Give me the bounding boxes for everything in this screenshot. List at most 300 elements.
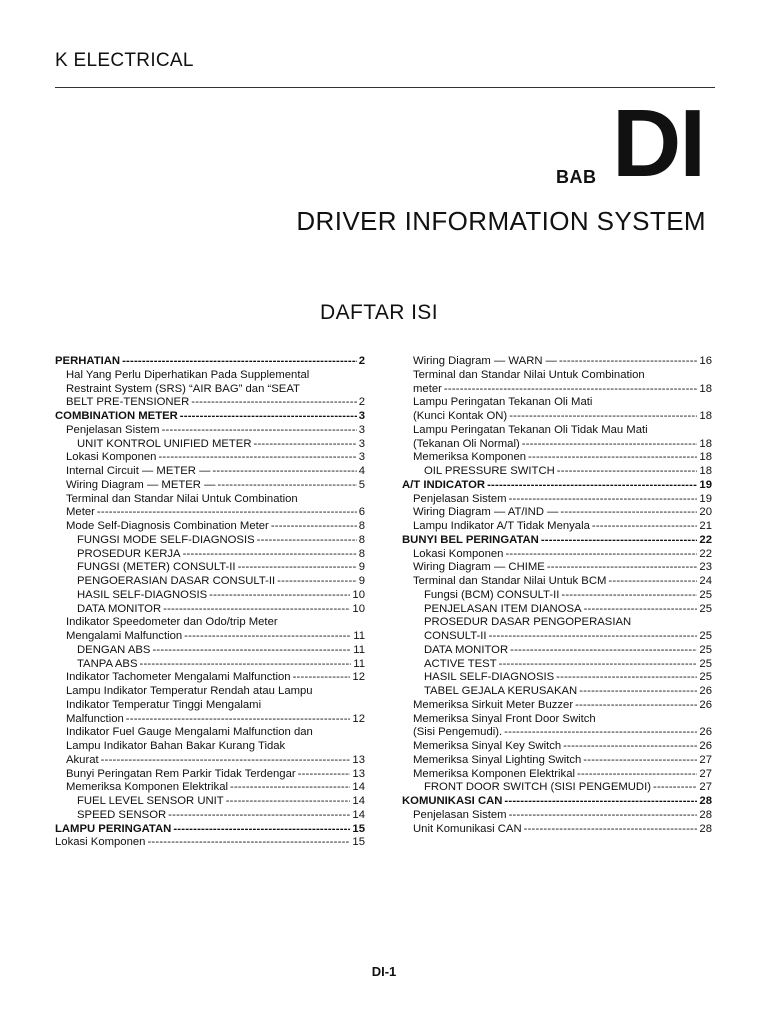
toc-entry[interactable] bbox=[402, 768, 712, 782]
dot-leader bbox=[592, 520, 698, 534]
dot-leader bbox=[226, 795, 351, 809]
toc-entry[interactable] bbox=[55, 836, 365, 850]
toc-entry[interactable] bbox=[402, 685, 712, 699]
toc-entry-line bbox=[402, 479, 712, 493]
toc-entry-text: Mode Self-Diagnosis Combination Meter bbox=[66, 520, 269, 532]
page-number: DI-1 bbox=[371, 964, 397, 979]
toc-entry-text: Bunyi Peringatan Rem Parkir Tidak Terdengar bbox=[66, 767, 296, 780]
dot-leader bbox=[528, 451, 697, 465]
toc-entry-text: (Sisi Pengemudi). bbox=[413, 726, 503, 739]
toc-page-number: 26 bbox=[699, 698, 712, 711]
toc-entry-text: Penjelasan Sistem bbox=[413, 492, 507, 505]
toc-entry-line bbox=[77, 809, 365, 823]
toc-page-number: 10 bbox=[352, 602, 365, 615]
toc-entry-text: Internal Circuit — METER — bbox=[66, 465, 211, 477]
dot-leader bbox=[152, 644, 351, 658]
toc-entry[interactable] bbox=[55, 768, 365, 782]
toc-entry[interactable] bbox=[55, 671, 365, 685]
toc-entry-text: Lokasi Komponen bbox=[413, 547, 504, 560]
toc-entry-text: TABEL GEJALA KERUSAKAN bbox=[424, 685, 578, 697]
toc-entry-line bbox=[413, 754, 712, 768]
toc-heading: DAFTAR ISI bbox=[320, 301, 438, 324]
toc-entry-line bbox=[77, 603, 365, 617]
toc-page-number: 3 bbox=[358, 410, 365, 422]
toc-entry-line bbox=[424, 685, 712, 699]
toc-page-number: 25 bbox=[699, 671, 712, 684]
toc-entry-text: UNIT KONTROL UNIFIED METER bbox=[77, 437, 252, 450]
toc-page-number: 27 bbox=[699, 767, 712, 780]
toc-entry-line bbox=[413, 548, 712, 562]
toc-entry-line bbox=[55, 823, 365, 837]
toc-entry-text: PROSEDUR DASAR PENGOPERASIAN bbox=[424, 616, 632, 629]
dot-leader bbox=[560, 506, 697, 520]
toc-entry-text: HASIL SELF-DIAGNOSIS bbox=[77, 588, 208, 601]
toc-page-number: 18 bbox=[699, 451, 712, 464]
dot-leader bbox=[217, 479, 356, 493]
toc-page-number: 26 bbox=[699, 740, 712, 752]
toc-entry-text: Memeriksa Komponen bbox=[413, 451, 527, 464]
toc-page-number: 28 bbox=[699, 795, 712, 807]
toc-entry-text: Lampu Indikator Bahan Bakar Kurang Tidak bbox=[66, 740, 286, 752]
dot-leader bbox=[509, 809, 698, 823]
dot-leader bbox=[173, 823, 350, 837]
toc-page-number: 13 bbox=[352, 767, 365, 780]
toc-entry[interactable] bbox=[55, 465, 365, 479]
toc-entry[interactable] bbox=[55, 823, 365, 837]
toc-page-number: 28 bbox=[699, 822, 712, 835]
toc-entry-text: meter bbox=[413, 382, 442, 395]
toc-entry-line bbox=[413, 506, 712, 520]
toc-entry-text: FUNGSI MODE SELF-DIAGNOSIS bbox=[77, 533, 255, 546]
section-label: K ELECTRICAL bbox=[55, 50, 194, 71]
dot-leader bbox=[510, 644, 697, 658]
dot-leader bbox=[122, 355, 357, 369]
toc-page-number: 9 bbox=[358, 561, 365, 574]
toc-entry[interactable] bbox=[402, 520, 712, 534]
toc-entry-line bbox=[66, 781, 365, 795]
dot-leader bbox=[608, 575, 697, 589]
toc-entry-text: Akurat bbox=[66, 753, 99, 766]
toc-entry-text: Wiring Diagram — WARN — bbox=[413, 355, 557, 367]
toc-entry-line bbox=[413, 451, 712, 465]
toc-entry[interactable] bbox=[402, 548, 712, 562]
toc-page-number: 22 bbox=[699, 533, 712, 546]
dot-leader bbox=[556, 671, 697, 685]
dot-leader bbox=[271, 520, 357, 534]
toc-entry-text: PENGOERASIAN DASAR CONSULT-II bbox=[77, 575, 276, 587]
toc-entry-text: OIL PRESSURE SWITCH bbox=[424, 465, 555, 477]
toc-entry-text: Lampu Peringatan Tekanan Oli Mati bbox=[413, 396, 593, 409]
dot-leader bbox=[575, 699, 697, 713]
toc-page-number: 10 bbox=[352, 588, 365, 601]
toc-entry-text: (Tekanan Oli Normal) bbox=[413, 437, 520, 450]
toc-entry-text: PENJELASAN ITEM DIANOSA bbox=[424, 602, 582, 615]
toc-page-number: 26 bbox=[699, 685, 712, 697]
toc-page-number: 11 bbox=[353, 630, 365, 642]
dot-leader bbox=[583, 754, 697, 768]
toc-entry-text: PROSEDUR KERJA bbox=[77, 547, 181, 560]
toc-entry-line bbox=[413, 809, 712, 823]
toc-entry-text: Restraint System (SRS) “AIR BAG” dan “SEAT bbox=[66, 382, 300, 395]
toc-entry-line bbox=[77, 658, 365, 672]
toc-entry-line bbox=[424, 603, 712, 617]
toc-entry[interactable] bbox=[55, 534, 365, 548]
dot-leader bbox=[168, 809, 350, 823]
toc-page-number: 25 bbox=[699, 643, 712, 656]
toc-page-number: 25 bbox=[699, 630, 712, 642]
toc-entry[interactable] bbox=[402, 740, 712, 754]
toc-entry-line bbox=[413, 520, 712, 534]
toc-entry-line bbox=[424, 671, 712, 685]
toc-entry[interactable] bbox=[55, 658, 365, 672]
toc-entry-text: FUEL LEVEL SENSOR UNIT bbox=[77, 795, 224, 807]
toc-entry-text: CONSULT-II bbox=[424, 630, 487, 642]
toc-entry-line bbox=[66, 713, 365, 727]
toc-entry[interactable] bbox=[55, 438, 365, 452]
toc-entry-line bbox=[77, 534, 365, 548]
toc-entry-line bbox=[413, 493, 712, 507]
toc-page-number: 8 bbox=[358, 533, 365, 546]
toc-entry-text: Wiring Diagram — AT/IND — bbox=[413, 506, 559, 519]
toc-page-number: 13 bbox=[352, 753, 365, 766]
bab-word: BAB bbox=[556, 167, 597, 187]
toc-entry-text: A/T INDICATOR bbox=[402, 478, 486, 491]
toc-page-number: 11 bbox=[353, 657, 365, 670]
toc-page-number: 3 bbox=[358, 437, 365, 450]
toc-entry-text: Terminal dan Standar Nilai Untuk Combination bbox=[66, 492, 298, 505]
toc-entry[interactable] bbox=[402, 479, 712, 493]
toc-page-number: 16 bbox=[699, 355, 712, 367]
toc-entry-text: Lokasi Komponen bbox=[55, 836, 146, 849]
toc-entry[interactable] bbox=[55, 795, 365, 809]
toc-entry-line bbox=[413, 561, 712, 575]
toc-entry-line bbox=[413, 726, 712, 740]
toc-entry-line bbox=[55, 836, 365, 850]
toc-entry-text: KOMUNIKASI CAN bbox=[402, 795, 503, 807]
toc-entry-line bbox=[413, 823, 712, 837]
dot-leader bbox=[158, 451, 356, 465]
toc-page-number: 18 bbox=[699, 465, 712, 477]
dot-leader bbox=[277, 575, 357, 589]
toc-page-number: 12 bbox=[352, 712, 365, 725]
toc-entry-line bbox=[77, 795, 365, 809]
toc-entry[interactable] bbox=[402, 589, 712, 603]
dot-leader bbox=[509, 410, 697, 424]
toc-entry[interactable] bbox=[55, 781, 365, 795]
toc-entry-text: BELT PRE-TENSIONER bbox=[66, 396, 190, 409]
toc-entry-line bbox=[55, 410, 365, 424]
toc-page-number: 27 bbox=[699, 781, 712, 794]
toc-entry-text: Terminal dan Standar Nilai Untuk BCM bbox=[413, 575, 607, 587]
toc-entry-text: Hal Yang Perlu Diperhatikan Pada Supplemental bbox=[66, 368, 310, 381]
dot-leader bbox=[183, 548, 357, 562]
toc-entry-line bbox=[77, 561, 365, 575]
dot-leader bbox=[505, 548, 697, 562]
toc-entry[interactable] bbox=[402, 369, 712, 397]
toc-entry-line bbox=[55, 355, 365, 369]
toc-entry[interactable] bbox=[402, 644, 712, 658]
toc-entry-line bbox=[66, 396, 365, 410]
toc-entry-text: DATA MONITOR bbox=[424, 643, 509, 656]
toc-entry-text: DENGAN ABS bbox=[77, 643, 151, 656]
dot-leader bbox=[180, 410, 357, 424]
toc-page-number: 14 bbox=[352, 808, 365, 821]
toc-page-number: 2 bbox=[358, 355, 365, 367]
toc-page-number: 3 bbox=[358, 423, 365, 436]
toc-entry-line bbox=[424, 589, 712, 603]
toc-entry-line bbox=[413, 383, 712, 397]
toc-entry[interactable] bbox=[402, 534, 712, 548]
toc-page-number: 20 bbox=[699, 506, 712, 519]
toc-entry-text: DATA MONITOR bbox=[77, 602, 162, 615]
toc-page-number: 26 bbox=[699, 726, 712, 739]
toc-entry[interactable] bbox=[55, 561, 365, 575]
toc-entry-line bbox=[413, 740, 712, 754]
toc-entry[interactable] bbox=[55, 410, 365, 424]
toc-entry[interactable] bbox=[55, 451, 365, 465]
toc-entry-text: Lampu Peringatan Tekanan Oli Tidak Mau Mati bbox=[413, 423, 648, 436]
dot-leader bbox=[238, 561, 357, 575]
toc-entry-text: Indikator Tachometer Mengalami Malfunction bbox=[66, 671, 291, 684]
toc-page-number: 25 bbox=[699, 588, 712, 601]
toc-entry[interactable] bbox=[402, 575, 712, 589]
toc-entry[interactable] bbox=[402, 713, 712, 741]
dot-leader bbox=[230, 781, 350, 795]
toc-entry[interactable] bbox=[55, 685, 365, 726]
dot-leader bbox=[563, 740, 697, 754]
toc-entry[interactable] bbox=[402, 561, 712, 575]
toc-entry[interactable] bbox=[402, 823, 712, 837]
toc-entry[interactable] bbox=[55, 726, 365, 767]
toc-entry-line bbox=[66, 630, 365, 644]
toc-entry[interactable] bbox=[402, 451, 712, 465]
toc-entry-text: LAMPU PERINGATAN bbox=[55, 822, 172, 835]
toc-entry[interactable] bbox=[402, 424, 712, 452]
toc-entry-line bbox=[77, 575, 365, 589]
toc-entry[interactable] bbox=[402, 671, 712, 685]
toc-entry[interactable] bbox=[55, 355, 365, 369]
dot-leader bbox=[139, 658, 351, 672]
toc-entry[interactable] bbox=[55, 548, 365, 562]
toc-entry-text: Lampu Indikator A/T Tidak Menyala bbox=[413, 520, 590, 532]
dot-leader bbox=[524, 823, 698, 837]
toc-entry-line bbox=[66, 768, 365, 782]
toc-page-number: 18 bbox=[699, 382, 712, 395]
header-rule bbox=[55, 87, 715, 88]
toc-entry-text: Memeriksa Sirkuit Meter Buzzer bbox=[413, 698, 574, 711]
toc-entry-text: FRONT DOOR SWITCH (SISI PENGEMUDI) bbox=[424, 781, 651, 794]
dot-leader bbox=[559, 355, 697, 369]
toc-page-number: 8 bbox=[358, 520, 365, 532]
toc-entry-line bbox=[413, 768, 712, 782]
toc-entry-line bbox=[424, 630, 712, 644]
toc-column-left bbox=[55, 355, 365, 850]
dot-leader bbox=[584, 603, 698, 617]
toc-entry-text: Penjelasan Sistem bbox=[413, 808, 507, 821]
dot-leader bbox=[504, 795, 697, 809]
dot-leader bbox=[162, 424, 357, 438]
toc-entry-text: Memeriksa Sinyal Lighting Switch bbox=[413, 753, 582, 766]
toc-entry-line bbox=[66, 754, 365, 768]
dot-leader bbox=[184, 630, 351, 644]
toc-entry-text: Memeriksa Sinyal Key Switch bbox=[413, 740, 562, 752]
toc-page-number: 24 bbox=[699, 575, 712, 587]
toc-page-number: 27 bbox=[699, 753, 712, 766]
toc-entry-line bbox=[402, 534, 712, 548]
toc-entry[interactable] bbox=[402, 616, 712, 644]
toc-entry[interactable] bbox=[402, 493, 712, 507]
toc-entry[interactable] bbox=[402, 506, 712, 520]
toc-entry[interactable] bbox=[402, 603, 712, 617]
dot-leader bbox=[253, 438, 356, 452]
toc-entry[interactable] bbox=[55, 589, 365, 603]
toc-entry[interactable] bbox=[402, 809, 712, 823]
toc-column-right bbox=[402, 355, 712, 836]
toc-entry-line bbox=[424, 781, 712, 795]
dot-leader bbox=[209, 589, 350, 603]
toc-entry-text: Wiring Diagram — CHIME bbox=[413, 561, 545, 574]
toc-entry-line bbox=[77, 589, 365, 603]
toc-entry-text: Indikator Temperatur Tinggi Mengalami bbox=[66, 698, 262, 711]
toc-page-number: 4 bbox=[358, 465, 365, 477]
dot-leader bbox=[509, 493, 698, 507]
toc-entry-text: Indikator Fuel Gauge Mengalami Malfunction dan bbox=[66, 726, 313, 739]
toc-entry[interactable] bbox=[402, 465, 712, 479]
toc-page-number: 15 bbox=[352, 822, 365, 835]
toc-entry-text: ACTIVE TEST bbox=[424, 657, 497, 670]
toc-entry-text: BUNYI BEL PERINGATAN bbox=[402, 533, 539, 546]
dot-leader bbox=[97, 506, 357, 520]
toc-entry-text: SPEED SENSOR bbox=[77, 808, 167, 821]
dot-leader bbox=[499, 658, 698, 672]
toc-entry-text: Meter bbox=[66, 506, 95, 519]
dot-leader bbox=[212, 465, 356, 479]
toc-entry-text: Malfunction bbox=[66, 712, 124, 725]
toc-entry[interactable] bbox=[402, 795, 712, 809]
toc-entry-text: Lokasi Komponen bbox=[66, 451, 157, 464]
dot-leader bbox=[444, 383, 698, 397]
toc-entry-text: Memeriksa Sinyal Front Door Switch bbox=[413, 712, 596, 725]
toc-entry[interactable] bbox=[55, 644, 365, 658]
toc-entry[interactable] bbox=[55, 424, 365, 438]
dot-leader bbox=[147, 836, 350, 850]
toc-entry[interactable] bbox=[55, 493, 365, 521]
toc-entry[interactable] bbox=[55, 603, 365, 617]
toc-entry-text: Lampu Indikator Temperatur Rendah atau Lampu bbox=[66, 685, 313, 697]
toc-entry-text: (Kunci Kontak ON) bbox=[413, 410, 508, 422]
toc-entry-text: COMBINATION METER bbox=[55, 410, 178, 422]
toc-page-number: 28 bbox=[699, 808, 712, 821]
toc-entry-text: Terminal dan Standar Nilai Untuk Combination bbox=[413, 368, 645, 381]
toc-entry-line bbox=[413, 410, 712, 424]
toc-entry[interactable] bbox=[55, 575, 365, 589]
toc-entry[interactable] bbox=[402, 781, 712, 795]
dot-leader bbox=[577, 768, 697, 782]
toc-page-number: 12 bbox=[352, 671, 365, 684]
dot-leader bbox=[257, 534, 357, 548]
dot-leader bbox=[504, 726, 697, 740]
toc-entry[interactable] bbox=[402, 754, 712, 768]
toc-entry-text: HASIL SELF-DIAGNOSIS bbox=[424, 671, 555, 684]
toc-entry[interactable] bbox=[402, 658, 712, 672]
dot-leader bbox=[489, 630, 698, 644]
bab-code: DI bbox=[612, 90, 704, 197]
toc-entry[interactable] bbox=[55, 479, 365, 493]
toc-entry-line bbox=[77, 438, 365, 452]
toc-page-number: 2 bbox=[358, 396, 365, 409]
toc-entry-text: Penjelasan Sistem bbox=[66, 423, 160, 436]
toc-entry[interactable] bbox=[55, 369, 365, 410]
toc-entry-text: Fungsi (BCM) CONSULT-II bbox=[424, 588, 560, 601]
toc-entry-text: PERHATIAN bbox=[55, 355, 121, 367]
toc-entry-line bbox=[413, 699, 712, 713]
dot-leader bbox=[541, 534, 698, 548]
toc-entry-line bbox=[424, 465, 712, 479]
toc-entry-line bbox=[424, 658, 712, 672]
toc-page-number: 14 bbox=[352, 781, 365, 794]
toc-entry-line bbox=[77, 548, 365, 562]
dot-leader bbox=[487, 479, 697, 493]
toc-entry-line bbox=[66, 451, 365, 465]
toc-entry-text: Unit Komunikasi CAN bbox=[413, 822, 522, 835]
toc-entry-line bbox=[66, 520, 365, 534]
toc-entry-line bbox=[66, 465, 365, 479]
dot-leader bbox=[561, 589, 697, 603]
toc-page-number: 23 bbox=[699, 561, 712, 574]
toc-entry-line bbox=[66, 671, 365, 685]
toc-entry[interactable] bbox=[402, 355, 712, 369]
toc-entry[interactable] bbox=[55, 809, 365, 823]
toc-page-number: 5 bbox=[358, 478, 365, 491]
toc-page-number: 3 bbox=[358, 451, 365, 464]
toc-entry-line bbox=[77, 644, 365, 658]
dot-leader bbox=[126, 713, 351, 727]
toc-page-number: 18 bbox=[699, 437, 712, 450]
toc-page-number: 9 bbox=[358, 575, 365, 587]
toc-page-number: 25 bbox=[699, 657, 712, 670]
toc-entry-line bbox=[413, 575, 712, 589]
toc-page-number: 15 bbox=[352, 836, 365, 849]
toc-page-number: 19 bbox=[699, 492, 712, 505]
toc-entry[interactable] bbox=[402, 699, 712, 713]
toc-entry-text: Indikator Speedometer dan Odo/trip Meter bbox=[66, 616, 278, 629]
dot-leader bbox=[522, 438, 698, 452]
toc-entry[interactable] bbox=[55, 616, 365, 644]
toc-entry-line bbox=[66, 479, 365, 493]
toc-entry-text: Memeriksa Komponen Elektrikal bbox=[66, 781, 228, 794]
toc-entry-text: Memeriksa Komponen Elektrikal bbox=[413, 767, 575, 780]
toc-page-number: 19 bbox=[699, 478, 712, 491]
toc-entry-text: Mengalami Malfunction bbox=[66, 630, 183, 642]
toc-page-number: 22 bbox=[699, 547, 712, 560]
toc-entry-line bbox=[66, 506, 365, 520]
toc-entry-text: Wiring Diagram — METER — bbox=[66, 478, 216, 491]
toc-entry[interactable] bbox=[402, 396, 712, 424]
toc-page-number: 6 bbox=[358, 506, 365, 519]
toc-entry-text: FUNGSI (METER) CONSULT-II bbox=[77, 561, 236, 574]
toc-entry-text: TANPA ABS bbox=[77, 657, 138, 670]
dot-leader bbox=[163, 603, 350, 617]
toc-entry-line bbox=[413, 438, 712, 452]
toc-page-number: 21 bbox=[699, 520, 712, 532]
dot-leader bbox=[579, 685, 697, 699]
toc-page-number: 8 bbox=[358, 547, 365, 560]
toc-entry-line bbox=[413, 355, 712, 369]
dot-leader bbox=[298, 768, 351, 782]
toc-page-number: 11 bbox=[353, 643, 365, 656]
toc-entry-line bbox=[424, 644, 712, 658]
toc-entry[interactable] bbox=[55, 520, 365, 534]
